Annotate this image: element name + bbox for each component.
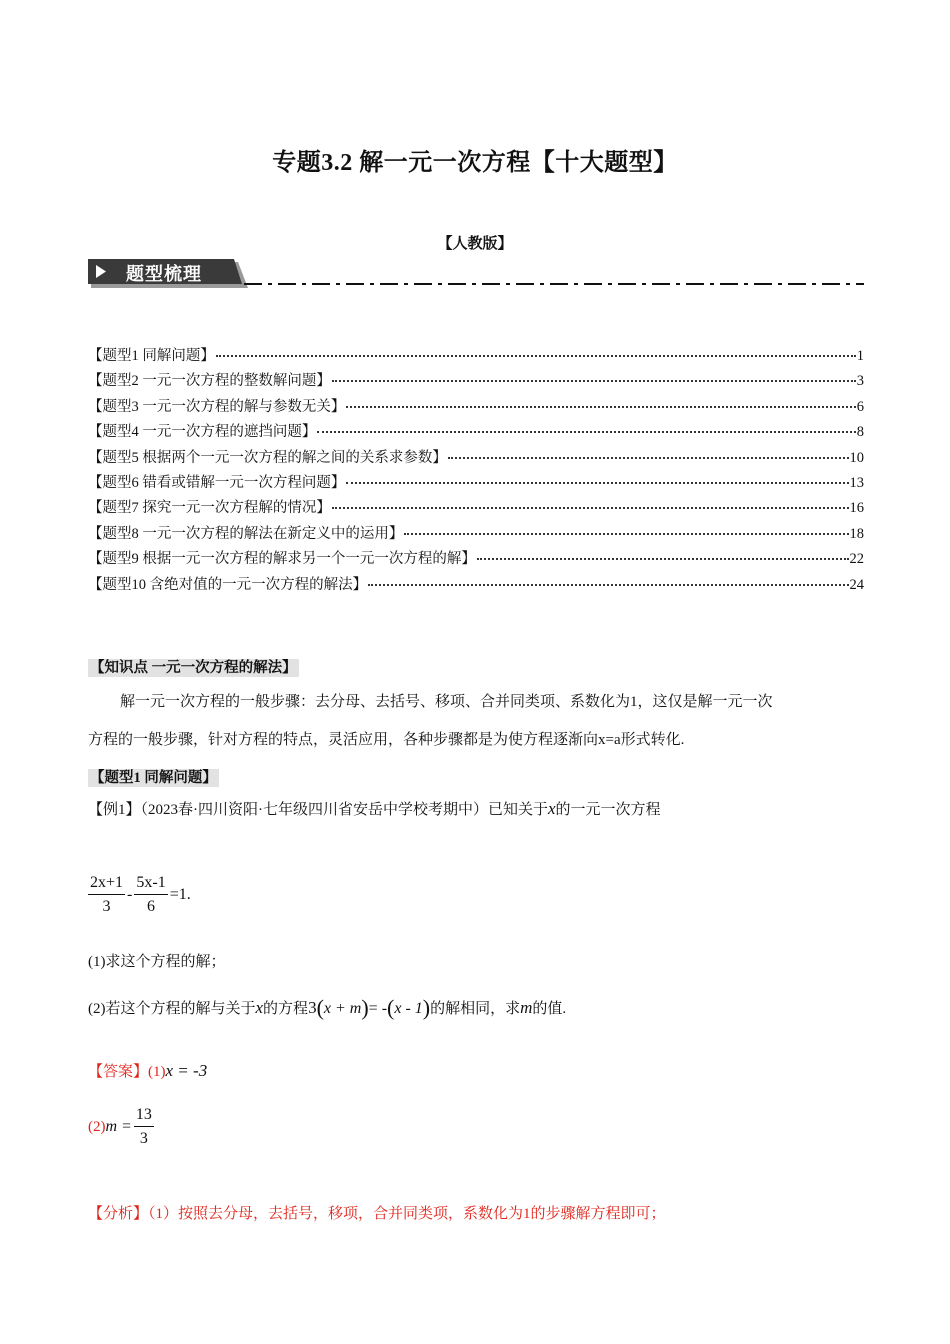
example-suffix: 的一元一次方程 bbox=[555, 802, 661, 818]
toc-entry[interactable] bbox=[88, 344, 864, 369]
toc-entry[interactable] bbox=[88, 522, 864, 547]
toc-entry-page: 24 bbox=[849, 576, 864, 593]
answer-2-denominator: 3 bbox=[139, 1130, 148, 1147]
toc-entry-page: 13 bbox=[849, 474, 864, 491]
example-1-prompt bbox=[88, 799, 661, 820]
fraction-2 bbox=[134, 874, 167, 916]
q2-eq-group-1: x + m bbox=[323, 1000, 362, 1017]
toc-entry-page: 22 bbox=[849, 551, 864, 568]
answer-2-prefix: (2) bbox=[88, 1118, 106, 1135]
toc-entry-page: 18 bbox=[849, 525, 864, 542]
table-of-contents bbox=[88, 344, 864, 598]
edition-label: 【人教版】 bbox=[437, 236, 513, 252]
toc-entry-label: 【题型8 一元一次方程的解法在新定义中的运用】 bbox=[88, 525, 404, 542]
fraction-2-numerator: 5x-1 bbox=[134, 874, 167, 895]
toc-entry-label: 【题型2 一元一次方程的整数解问题】 bbox=[88, 373, 331, 390]
toc-entry-label: 【题型10 含绝对值的一元一次方程的解法】 bbox=[88, 576, 368, 593]
q2-var: x bbox=[255, 998, 264, 1017]
toc-leader-dots bbox=[477, 557, 849, 560]
toc-entry[interactable] bbox=[88, 446, 864, 471]
equation-1 bbox=[88, 874, 191, 916]
analysis-tag: 【分析】 bbox=[88, 1206, 149, 1222]
analysis-text: （1）按照去分母，去括号，移项，合并同类项，系数化为1的步骤解方程即可； bbox=[148, 1206, 666, 1222]
toc-entry-page: 8 bbox=[856, 424, 864, 441]
toc-entry-label: 【题型6 错看或错解一元一次方程问题】 bbox=[88, 474, 346, 491]
toc-entry[interactable] bbox=[88, 496, 864, 521]
toc-entry[interactable] bbox=[88, 395, 864, 420]
fraction-1-numerator: 2x+1 bbox=[88, 874, 125, 895]
fraction-1 bbox=[88, 874, 125, 916]
toc-leader-dots bbox=[346, 405, 855, 408]
q2-mid: 的方程 bbox=[263, 1001, 309, 1017]
toc-entry-label: 【题型1 同解问题】 bbox=[88, 348, 215, 364]
answer-2-numerator: 13 bbox=[134, 1106, 154, 1127]
q2-prefix: (2)若这个方程的解与关于 bbox=[88, 1001, 256, 1017]
toc-leader-dots bbox=[332, 506, 849, 509]
analysis-line bbox=[88, 1204, 666, 1224]
toc-entry[interactable] bbox=[88, 420, 864, 445]
toc-entry-page: 1 bbox=[856, 348, 864, 364]
toc-entry-label: 【题型4 一元一次方程的遮挡问题】 bbox=[88, 424, 317, 441]
answer-line-2 bbox=[88, 1106, 154, 1148]
equation-minus: - bbox=[127, 886, 133, 903]
toc-entry-page: 6 bbox=[856, 398, 864, 415]
answer-2-var: m = bbox=[105, 1118, 132, 1135]
toc-entry-page: 16 bbox=[849, 500, 864, 517]
q2-paren-open-2: ( bbox=[387, 995, 395, 1020]
knowledge-line-2: 方程的一般步骤，针对方程的特点，灵活应用，各种步骤都是为使方程逐渐向x=a形式转化. bbox=[88, 732, 685, 748]
toc-leader-dots bbox=[368, 583, 848, 586]
q2-eq-coef: 3 bbox=[308, 998, 317, 1017]
toc-leader-dots bbox=[332, 379, 856, 382]
toc-entry-page: 3 bbox=[856, 373, 864, 390]
q2-paren-close-2: ) bbox=[422, 995, 431, 1020]
q2-end: 的值. bbox=[532, 1001, 567, 1017]
toc-entry-label: 【题型5 根据两个一元一次方程的解之间的关系求参数】 bbox=[88, 449, 447, 466]
q2-paren-close-1: ) bbox=[361, 995, 369, 1020]
answer-line-1 bbox=[88, 1061, 207, 1082]
fraction-2-denominator: 6 bbox=[147, 898, 156, 915]
toc-leader-dots bbox=[317, 430, 855, 433]
banner-label: 题型梳理 bbox=[126, 264, 202, 285]
toc-entry-label: 【题型3 一元一次方程的解与参数无关】 bbox=[88, 398, 346, 415]
q2-paren-open-1: ( bbox=[316, 995, 324, 1020]
question-1: (1)求这个方程的解； bbox=[88, 954, 226, 970]
toc-entry[interactable] bbox=[88, 547, 864, 572]
toc-entry[interactable] bbox=[88, 471, 864, 496]
toc-entry[interactable] bbox=[88, 573, 864, 598]
answer-tag: 【答案】 bbox=[88, 1064, 149, 1080]
q2-m: m bbox=[520, 998, 533, 1017]
answer-1-value: x = -3 bbox=[165, 1061, 208, 1080]
toc-entry-page: 10 bbox=[849, 449, 864, 466]
answer-2-fraction bbox=[134, 1106, 154, 1148]
fraction-1-denominator: 3 bbox=[102, 898, 111, 915]
toc-entry-label: 【题型9 根据一元一次方程的解求另一个一元一次方程的解】 bbox=[88, 551, 476, 568]
knowledge-line-1: 解一元一次方程的一般步骤：去分母、去括号、移项、合并同类项、系数化为1，这仅是解一元一次 bbox=[120, 694, 773, 710]
example-var: x bbox=[548, 799, 556, 818]
q2-suffix: 的解相同，求 bbox=[430, 1001, 521, 1017]
q2-eq-group-2: x - 1 bbox=[394, 1000, 423, 1017]
equation-rhs: =1. bbox=[169, 886, 191, 903]
toc-leader-dots bbox=[216, 354, 856, 357]
toc-entry-label: 【题型7 探究一元一次方程解的情况】 bbox=[88, 500, 331, 517]
type1-heading: 【题型1 同解问题】 bbox=[90, 770, 217, 786]
question-2 bbox=[88, 995, 567, 1020]
banner-dash-line bbox=[244, 280, 864, 288]
knowledge-heading: 【知识点 一元一次方程的解法】 bbox=[90, 660, 297, 676]
q2-eq-middle: = - bbox=[368, 1000, 388, 1017]
toc-leader-dots bbox=[448, 456, 849, 459]
example-prefix: 【例1】（2023春·四川资阳·七年级四川省安岳中学校考期中）已知关于 bbox=[88, 802, 548, 818]
toc-entry[interactable] bbox=[88, 369, 864, 394]
toc-leader-dots bbox=[404, 532, 848, 535]
toc-leader-dots bbox=[346, 481, 848, 484]
page-title: 专题3.2 解一元一次方程【十大题型】 bbox=[272, 150, 678, 176]
answer-1-prefix: (1) bbox=[148, 1064, 166, 1080]
